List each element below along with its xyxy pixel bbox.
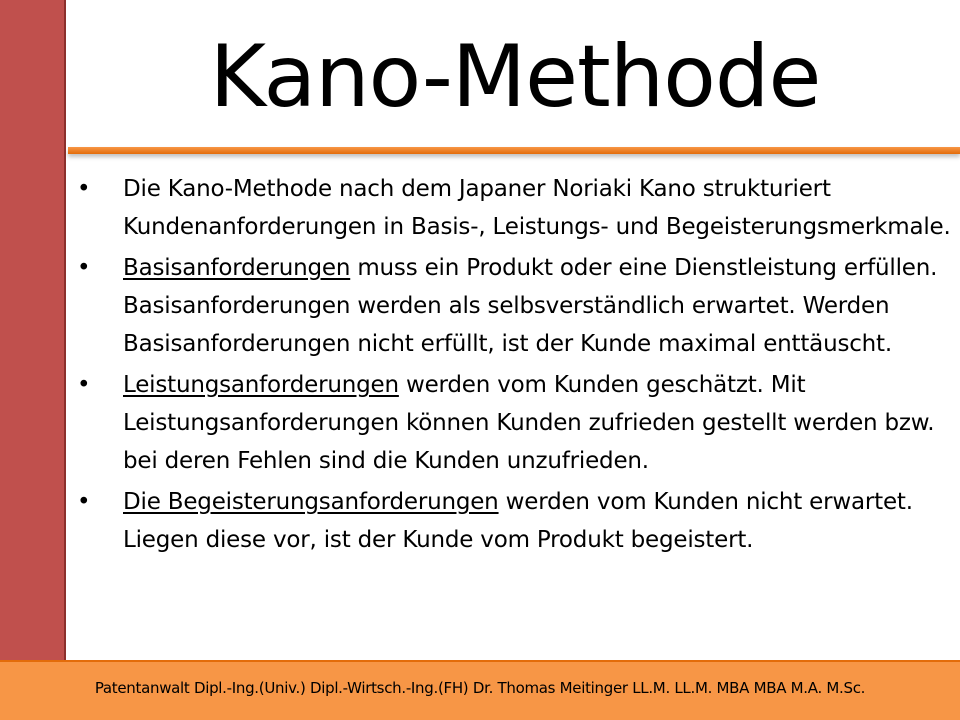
bullet-item: [76, 249, 956, 363]
bullet-text: muss ein Produkt oder eine Dienstleistung erfüllen. Basisanforderungen werden als selbsverständlich erwartet. Werden Basisanforderungen nicht erfüllt, ist der Kunde maximal enttäuscht.: [123, 255, 938, 357]
bullet-text: Die Kano-Methode nach dem Japaner Noriaki Kano strukturiert Kundenanforderungen in Basis-, Leistungs- und Begeisterungsmerkmale.: [123, 176, 951, 240]
bullet-text: werden vom Kunden nicht erwartet. Liegen diese vor, ist der Kunde vom Produkt begeistert.: [123, 489, 913, 553]
bullet-marker: •: [77, 176, 91, 202]
bullet-term: Leistungsanforderungen: [123, 372, 399, 398]
bullet-list: [76, 170, 956, 562]
footer-text: Patentanwalt Dipl.-Ing.(Univ.) Dipl.-Wirtsch.-Ing.(FH) Dr. Thomas Meitinger LL.M. LL.M. MBA MBA M.A. M.Sc.: [94, 679, 866, 697]
title-divider: [68, 147, 960, 154]
left-accent-bar: [0, 0, 66, 660]
bullet-item: [76, 170, 956, 246]
bullet-marker: •: [77, 372, 91, 398]
bullet-item: [76, 483, 956, 559]
bullet-term: Die Begeisterungsanforderungen: [123, 489, 499, 515]
bullet-marker: •: [77, 255, 91, 281]
bullet-term: Basisanforderungen: [123, 255, 351, 281]
bullet-marker: •: [77, 489, 91, 515]
slide-title: Kano-Methode: [209, 27, 821, 127]
bullet-text: werden vom Kunden geschätzt. Mit Leistungsanforderungen können Kunden zufrieden gestellt werden bzw. bei deren Fehlen sind die Kunden unzufrieden.: [123, 372, 935, 474]
bullet-item: [76, 366, 956, 480]
footer-bar: [0, 660, 960, 720]
